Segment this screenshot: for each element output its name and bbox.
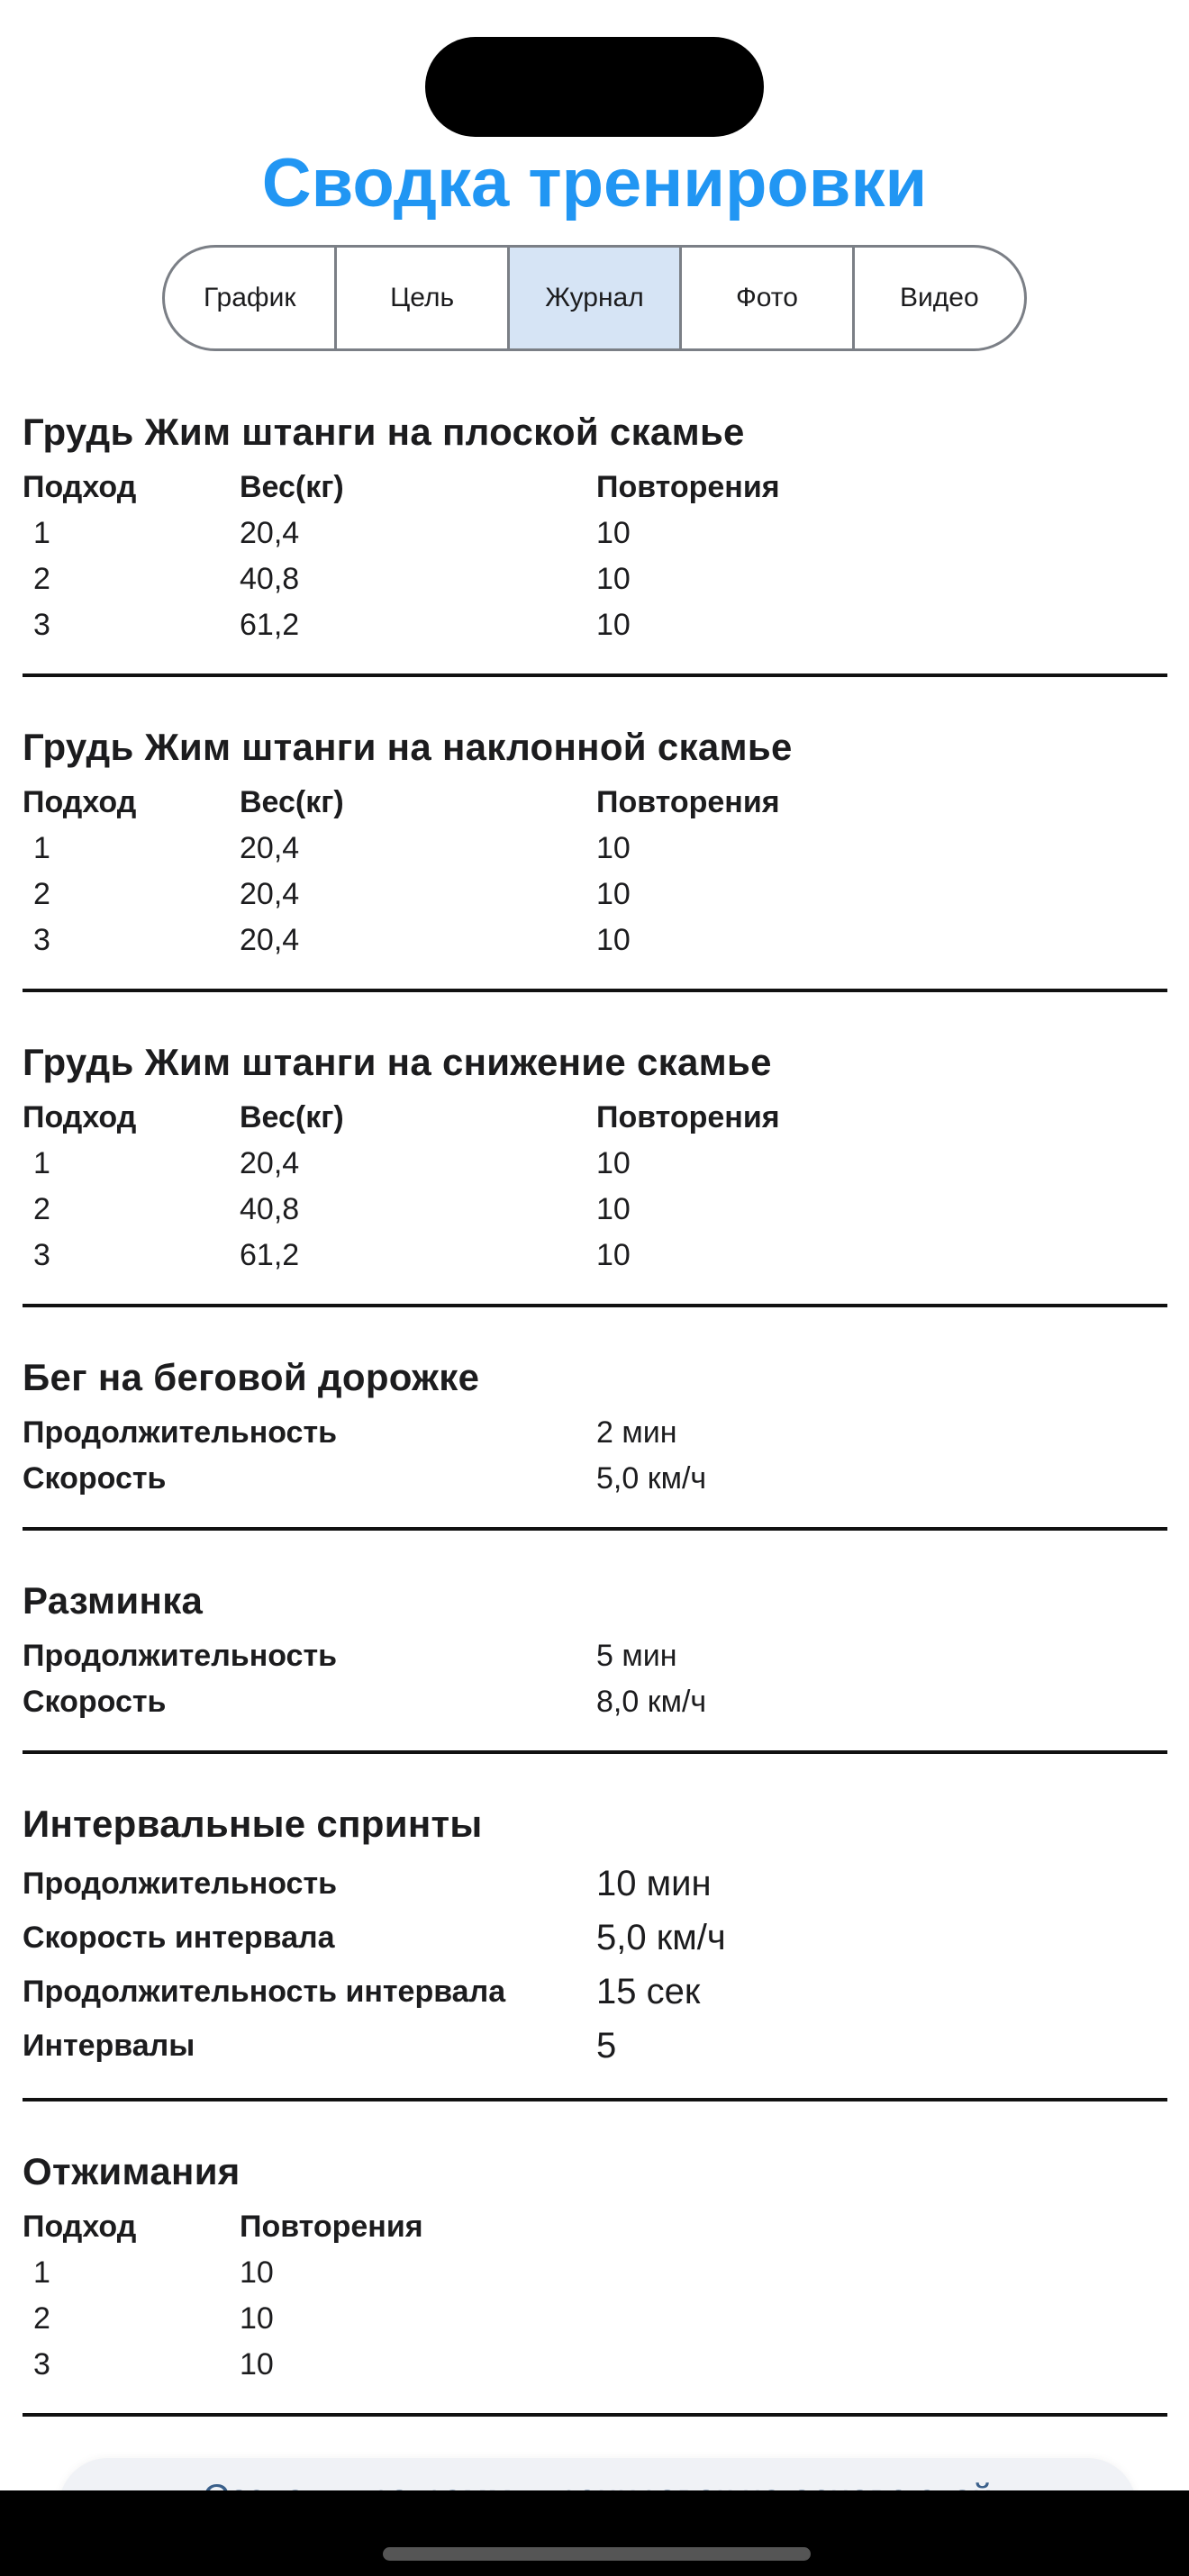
- table-header: [23, 465, 1167, 511]
- header-reps: Повторения: [596, 785, 780, 819]
- field-row: [23, 1911, 1167, 1965]
- field-label: Скорость: [23, 1461, 167, 1496]
- set-number: 1: [33, 516, 50, 550]
- set-number: 2: [33, 562, 50, 596]
- set-reps: 10: [596, 831, 631, 865]
- exercise-title: Грудь Жим штанги на наклонной скамье: [23, 726, 793, 768]
- field-label: Продолжительность: [23, 1866, 338, 1901]
- set-reps: 10: [596, 1238, 631, 1272]
- section-divider: [23, 1304, 1167, 1307]
- set-weight: 20,4: [240, 1146, 300, 1180]
- table-row: [23, 2342, 1167, 2388]
- table-row: [23, 1141, 1167, 1187]
- set-reps: 10: [596, 1146, 631, 1180]
- page-title: Сводка тренировки: [261, 145, 928, 221]
- set-weight: 61,2: [240, 1238, 300, 1272]
- cardio-section: [23, 1565, 1167, 1754]
- segmented-tab-bar: [162, 245, 1027, 351]
- set-number: 1: [33, 831, 50, 865]
- field-label: Скорость: [23, 1685, 167, 1719]
- exercise-section: [23, 1026, 1167, 1307]
- field-value: 5,0 км/ч: [596, 1917, 726, 1957]
- section-divider: [23, 989, 1167, 992]
- table-header: [23, 2204, 1167, 2250]
- set-weight: 20,4: [240, 831, 300, 865]
- cardio-section: [23, 1342, 1167, 1531]
- field-label: Продолжительность: [23, 1415, 338, 1450]
- set-number: 1: [33, 1146, 50, 1180]
- exercise-section: [23, 711, 1167, 992]
- set-reps: 10: [240, 2255, 274, 2290]
- set-reps: 10: [596, 608, 631, 642]
- set-reps: 10: [596, 516, 631, 550]
- header-set: Подход: [23, 1100, 137, 1134]
- field-value: 5,0 км/ч: [596, 1461, 707, 1496]
- header-weight: Вес(кг): [240, 1100, 344, 1134]
- field-row: [23, 1456, 1167, 1502]
- set-number: 2: [33, 1192, 50, 1226]
- set-number: 2: [33, 877, 50, 911]
- set-reps: 10: [596, 1192, 631, 1226]
- field-label: Продолжительность: [23, 1639, 338, 1673]
- home-indicator[interactable]: [383, 2547, 811, 2561]
- field-value: 10 мин: [596, 1863, 712, 1903]
- exercise-title: Грудь Жим штанги на плоской скамье: [23, 411, 745, 453]
- field-value: 5 мин: [596, 1639, 677, 1673]
- section-divider: [23, 1750, 1167, 1754]
- cardio-section: [23, 1788, 1167, 2101]
- field-value: 5: [596, 2025, 617, 2065]
- set-weight: 61,2: [240, 608, 300, 642]
- field-value: 2 мин: [596, 1415, 677, 1450]
- field-label: Скорость интервала: [23, 1920, 335, 1955]
- field-row: [23, 1857, 1167, 1911]
- table-row: [23, 2296, 1167, 2342]
- section-divider: [23, 673, 1167, 677]
- table-header: [23, 1095, 1167, 1141]
- set-number: 3: [33, 608, 50, 642]
- cardio-title: Разминка: [23, 1579, 204, 1622]
- header-reps: Повторения: [596, 1100, 780, 1134]
- section-divider: [23, 1527, 1167, 1531]
- set-weight: 40,8: [240, 1192, 300, 1226]
- set-reps: 10: [596, 923, 631, 957]
- set-reps: 10: [240, 2301, 274, 2336]
- field-label: Продолжительность интервала: [23, 1974, 506, 2009]
- exercise-section: [23, 2136, 1167, 2417]
- table-row: [23, 826, 1167, 872]
- workout-log: [23, 396, 1167, 2451]
- set-weight: 20,4: [240, 923, 300, 957]
- header-set: Подход: [23, 785, 137, 819]
- set-number: 3: [33, 1238, 50, 1272]
- tab-photo[interactable]: Фото: [682, 248, 854, 348]
- table-row: [23, 602, 1167, 648]
- tab-schedule[interactable]: График: [165, 248, 337, 348]
- field-row: [23, 1633, 1167, 1679]
- header-set: Подход: [23, 470, 137, 504]
- home-indicator-area: [0, 2490, 1189, 2576]
- field-row: [23, 1679, 1167, 1725]
- set-weight: 40,8: [240, 562, 300, 596]
- exercise-title: Грудь Жим штанги на снижение скамье: [23, 1041, 772, 1083]
- set-number: 2: [33, 2301, 50, 2336]
- header-reps: Повторения: [596, 470, 780, 504]
- exercise-title: Отжимания: [23, 2150, 241, 2192]
- set-reps: 10: [596, 877, 631, 911]
- table-row: [23, 872, 1167, 917]
- field-value: 8,0 км/ч: [596, 1685, 707, 1719]
- set-number: 1: [33, 2255, 50, 2290]
- field-label: Интервалы: [23, 2028, 195, 2063]
- set-number: 3: [33, 2347, 50, 2382]
- table-row: [23, 2250, 1167, 2296]
- field-row: [23, 2019, 1167, 2073]
- tab-video[interactable]: Видео: [900, 283, 979, 312]
- table-row: [23, 1233, 1167, 1279]
- dynamic-island: [425, 37, 764, 137]
- set-reps: 10: [596, 562, 631, 596]
- section-divider: [23, 2098, 1167, 2101]
- field-row: [23, 1410, 1167, 1456]
- table-row: [23, 917, 1167, 963]
- table-row: [23, 1187, 1167, 1233]
- header-reps: Повторения: [240, 2210, 423, 2244]
- cardio-title: Интервальные спринты: [23, 1803, 483, 1845]
- section-divider: [23, 2413, 1167, 2417]
- field-row: [23, 1965, 1167, 2019]
- cardio-title: Бег на беговой дорожке: [23, 1356, 480, 1398]
- header-weight: Вес(кг): [240, 470, 344, 504]
- table-header: [23, 780, 1167, 826]
- set-reps: 10: [240, 2347, 274, 2382]
- table-row: [23, 556, 1167, 602]
- field-value: 15 сек: [596, 1971, 701, 2011]
- header-weight: Вес(кг): [240, 785, 344, 819]
- set-weight: 20,4: [240, 516, 300, 550]
- set-number: 3: [33, 923, 50, 957]
- exercise-section: [23, 396, 1167, 677]
- table-row: [23, 511, 1167, 556]
- tab-goal[interactable]: Цель: [337, 248, 509, 348]
- set-weight: 20,4: [240, 877, 300, 911]
- tab-log[interactable]: Журнал: [510, 248, 682, 348]
- header-set: Подход: [23, 2210, 137, 2244]
